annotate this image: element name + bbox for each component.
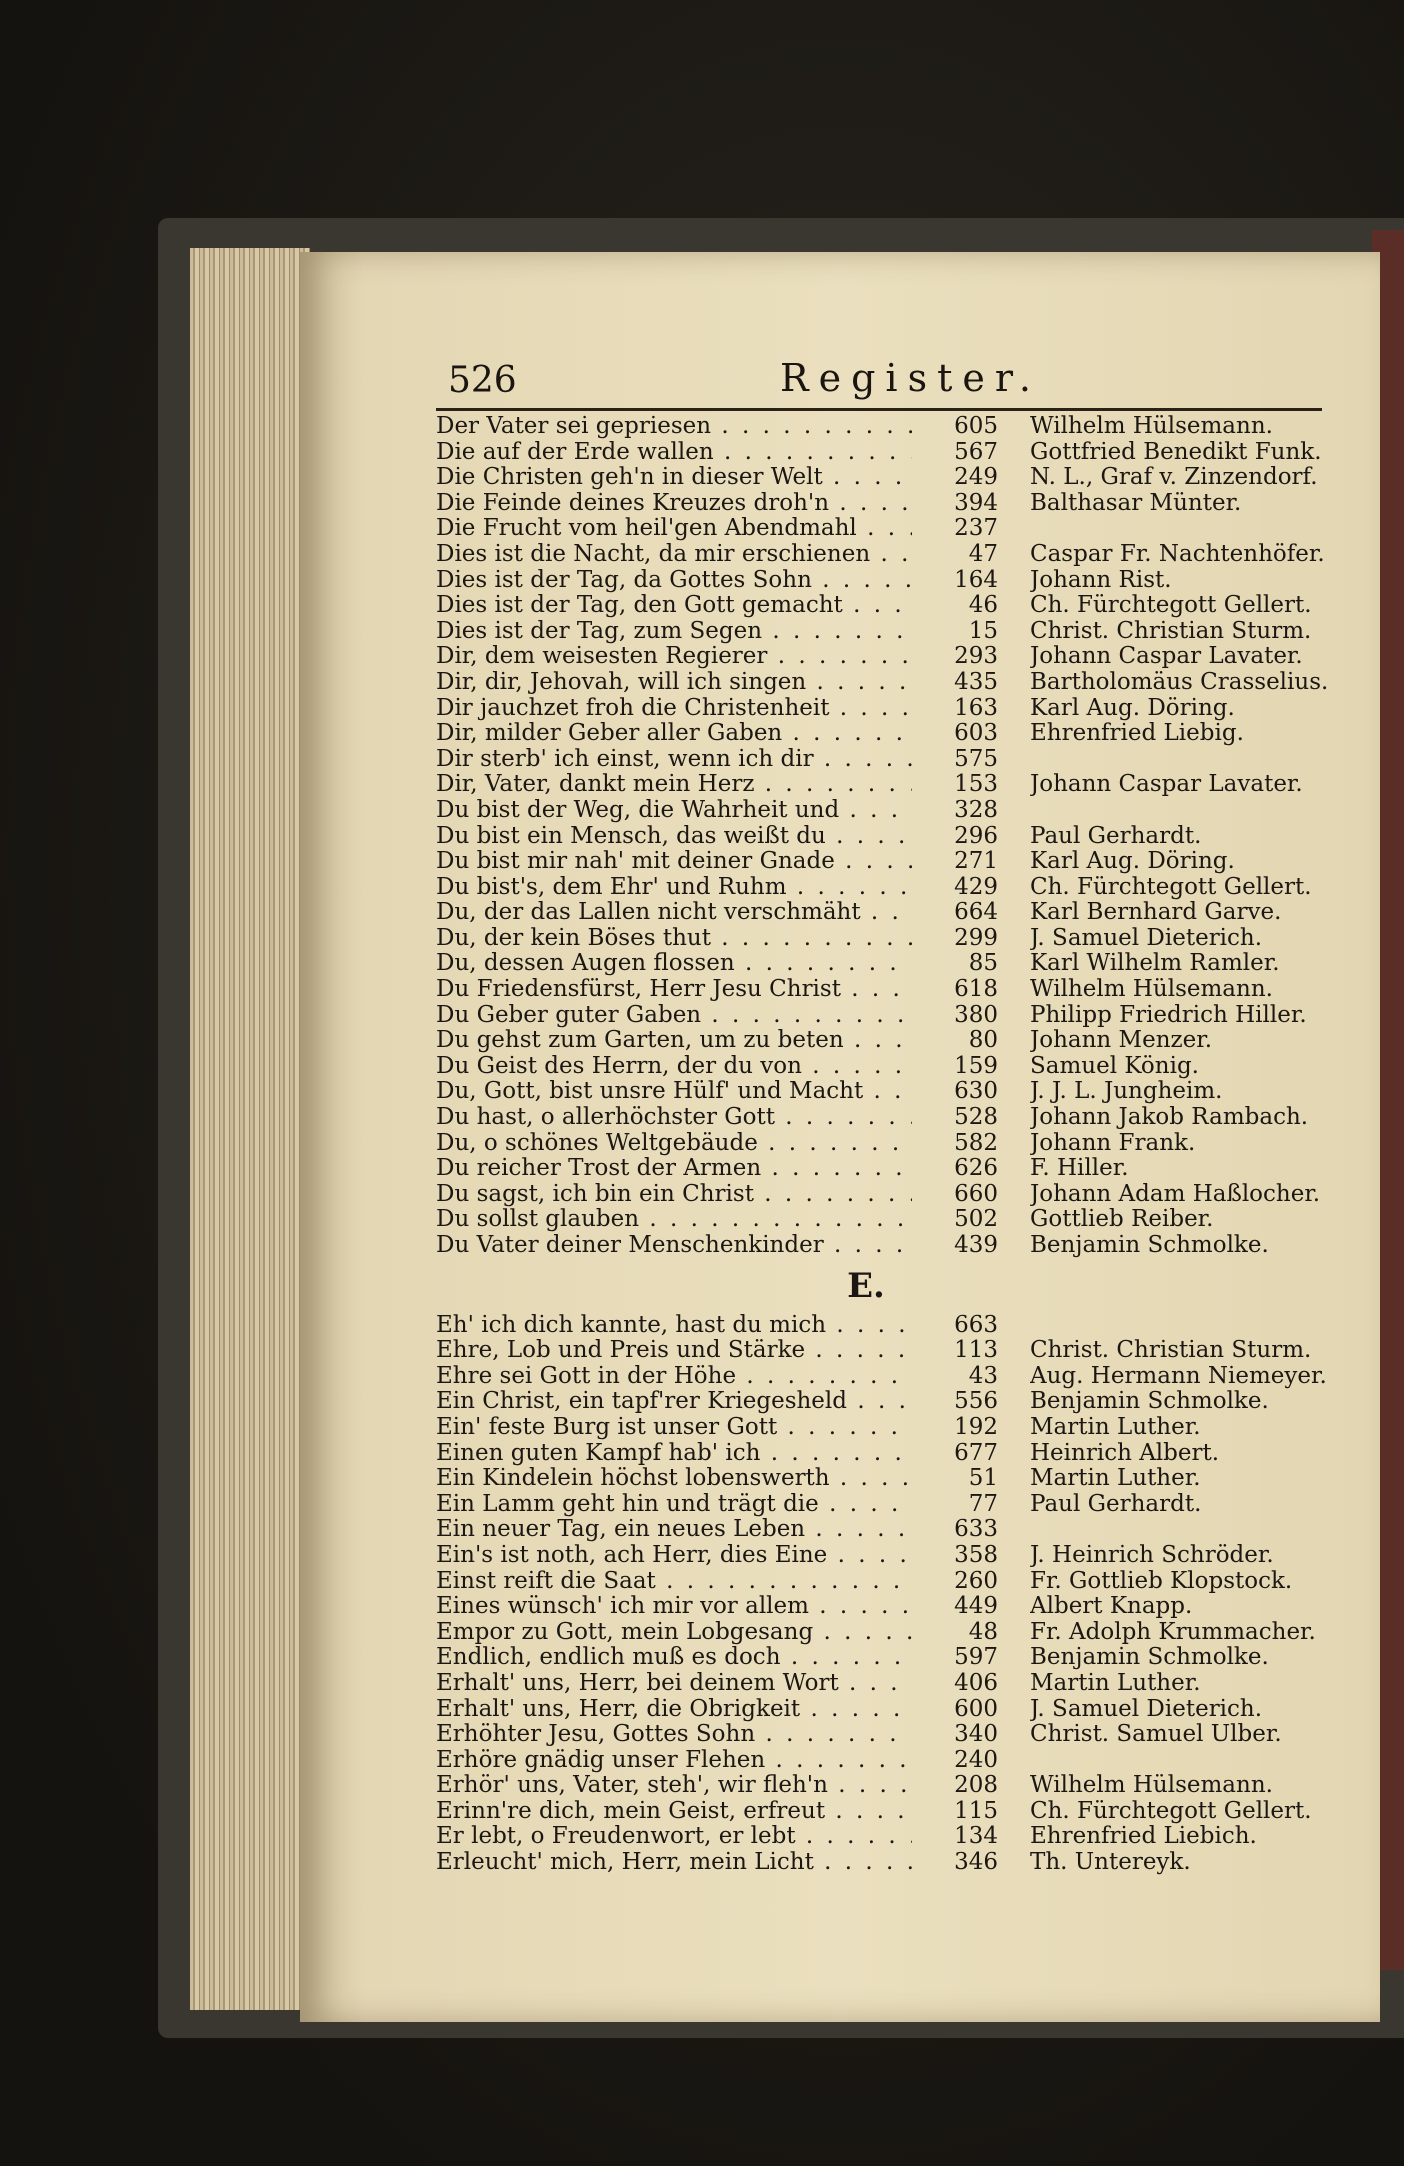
register-entry (436, 1131, 1336, 1157)
hymn-author: Fr. Adolph Krummacher. (1030, 1619, 1316, 1645)
register-entry (436, 772, 1336, 798)
register-entry (436, 1492, 1336, 1518)
page-reference: 328 (954, 796, 998, 823)
page-reference: 47 (968, 540, 998, 567)
page-reference: 46 (968, 592, 998, 619)
hymn-title: Endlich, endlich muß es doch . . . (436, 1645, 912, 1671)
page-reference: 113 (954, 1337, 998, 1364)
register-entry (436, 1850, 1336, 1876)
register-entry (436, 1517, 1336, 1543)
page-reference: 600 (954, 1695, 998, 1722)
hymn-title: Du, dessen Augen flossen . . . (436, 951, 912, 977)
page-reference: 296 (954, 822, 998, 849)
page-reference: 603 (954, 720, 998, 747)
register-entry (436, 798, 1336, 824)
hymn-author: Johann Caspar Lavater. (1030, 772, 1303, 798)
register-entry (436, 491, 1336, 517)
register-entry (436, 619, 1336, 645)
page-reference: 449 (954, 1593, 998, 1620)
page-reference: 429 (954, 873, 998, 900)
page-reference: 502 (954, 1206, 998, 1233)
page-reference: 605 (954, 413, 998, 439)
register-entry (436, 440, 1336, 466)
hymn-author: Christ. Christian Sturm. (1030, 1338, 1312, 1364)
hymn-title: Du bist mir nah' mit deiner Gnade . . . (436, 849, 912, 875)
hymn-title: Die Feinde deines Kreuzes droh'n . . . (436, 491, 912, 517)
page-reference: 618 (954, 976, 998, 1003)
page-reference: 77 (968, 1490, 998, 1517)
hymn-title: Erinn're dich, mein Geist, erfreut . . . (436, 1799, 912, 1825)
hymn-title: Ein Lamm geht hin und trägt die . . . (436, 1492, 912, 1518)
page-reference: 630 (954, 1078, 998, 1105)
register-entry (436, 1028, 1336, 1054)
hymn-author: Martin Luther. (1030, 1670, 1201, 1696)
hymn-author: Ehrenfried Liebich. (1030, 1824, 1257, 1850)
page-reference: 85 (968, 950, 998, 977)
hymn-author: Samuel König. (1030, 1053, 1199, 1079)
page-reference: 249 (954, 464, 998, 491)
page-reference: 164 (954, 566, 998, 593)
page-reference: 15 (968, 617, 998, 644)
hymn-title: Dir, dir, Jehovah, will ich singen . . . (436, 670, 912, 696)
hymn-author: Christ. Samuel Ulber. (1030, 1722, 1282, 1748)
page-reference: 260 (954, 1567, 998, 1594)
hymn-title: Die Frucht vom heil'gen Abendmahl . . . (436, 516, 912, 542)
page-reference: 340 (954, 1721, 998, 1748)
page-reference: 435 (954, 668, 998, 695)
hymn-title: Du Friedensfürst, Herr Jesu Christ . . . (436, 977, 912, 1003)
register-entry (436, 977, 1336, 1003)
page-reference: 240 (954, 1746, 998, 1773)
hymn-author: Wilhelm Hülsemann. (1030, 1773, 1273, 1799)
hymn-title: Er lebt, o Freudenwort, er lebt . . . (436, 1824, 912, 1850)
register-section (436, 1259, 1336, 1876)
register-entry (436, 670, 1336, 696)
hymn-title: Du sagst, ich bin ein Christ . . . (436, 1182, 912, 1208)
hymn-title: Erleucht' mich, Herr, mein Licht . . . (436, 1850, 912, 1876)
hymn-author: Karl Aug. Döring. (1030, 849, 1235, 875)
hymn-title: Ehre, Lob und Preis und Stärke . . . (436, 1338, 912, 1364)
hymn-author: F. Hiller. (1030, 1156, 1129, 1182)
register-entry (436, 1182, 1336, 1208)
hymn-title: Der Vater sei gepriesen . . . (436, 414, 912, 440)
hymn-author: Ch. Fürchtegott Gellert. (1030, 593, 1312, 619)
page-reference: 575 (954, 745, 998, 772)
hymn-author: Johann Jakob Rambach. (1030, 1105, 1309, 1131)
hymn-title: Ehre sei Gott in der Höhe . . . (436, 1364, 912, 1390)
hymn-author: Johann Rist. (1030, 567, 1172, 593)
page-reference: 153 (954, 771, 998, 798)
running-head: Register. (780, 356, 1041, 400)
register-entry (436, 1389, 1336, 1415)
hymn-title: Dies ist der Tag, da Gottes Sohn . . . (436, 568, 912, 594)
register-entry (436, 1441, 1336, 1467)
header-rule (436, 408, 1322, 411)
hymn-title: Erhalt' uns, Herr, die Obrigkeit . . . (436, 1697, 912, 1723)
hymn-author: Bartholomäus Crasselius. (1030, 669, 1329, 695)
register-entry (436, 1003, 1336, 1029)
register-entry (436, 1364, 1336, 1390)
hymn-title: Eines wünsch' ich mir vor allem . . . (436, 1594, 912, 1620)
register-entry (436, 1748, 1336, 1774)
page-reference: 134 (954, 1823, 998, 1850)
hymn-author: Gottlieb Reiber. (1030, 1207, 1214, 1233)
hymn-author: Martin Luther. (1030, 1466, 1201, 1492)
hymn-title: Ein's ist noth, ach Herr, dies Eine . . . (436, 1543, 912, 1569)
section-letter-heading (436, 1259, 1336, 1313)
hymn-author: Martin Luther. (1030, 1414, 1201, 1440)
page-reference: 293 (954, 643, 998, 670)
hymn-author: Ch. Fürchtegott Gellert. (1030, 874, 1312, 900)
hymn-title: Dir, Vater, dankt mein Herz . . . (436, 772, 912, 798)
hymn-author: Paul Gerhardt. (1030, 1491, 1202, 1517)
hymn-title: Eh' ich dich kannte, hast du mich . . . (436, 1313, 912, 1339)
hymn-author: J. Samuel Dieterich. (1030, 1696, 1263, 1722)
page-reference: 192 (954, 1413, 998, 1440)
hymn-author: Johann Caspar Lavater. (1030, 644, 1303, 670)
hymn-title: Erhalt' uns, Herr, bei deinem Wort . . . (436, 1671, 912, 1697)
page-reference: 159 (954, 1052, 998, 1079)
register-entry (436, 721, 1336, 747)
page-reference: 380 (954, 1001, 998, 1028)
hymn-title: Du hast, o allerhöchster Gott . . . (436, 1105, 912, 1131)
hymn-author: Gottfried Benedikt Funk. (1030, 439, 1322, 465)
hymn-author: Heinrich Albert. (1030, 1440, 1220, 1466)
page-reference: 677 (954, 1439, 998, 1466)
page-reference: 43 (968, 1362, 998, 1389)
hymn-title: Dies ist der Tag, zum Segen . . . (436, 619, 912, 645)
page-reference: 271 (954, 848, 998, 875)
register-entry (436, 747, 1336, 773)
hymn-author: Albert Knapp. (1030, 1594, 1193, 1620)
hymn-title: Einst reift die Saat . . . (436, 1569, 912, 1595)
page-reference: 633 (954, 1516, 998, 1543)
page-reference: 115 (954, 1797, 998, 1824)
hymn-title: Du bist's, dem Ehr' und Ruhm . . . (436, 875, 912, 901)
hymn-title: Einen guten Kampf hab' ich . . . (436, 1441, 912, 1467)
page-reference: 208 (954, 1772, 998, 1799)
hymn-author: Johann Menzer. (1030, 1028, 1213, 1054)
hymn-author: Karl Aug. Döring. (1030, 695, 1235, 721)
hymn-title: Du Geber guter Gaben . . . (436, 1003, 912, 1029)
hymn-author: Christ. Christian Sturm. (1030, 618, 1312, 644)
page-reference: 664 (954, 899, 998, 926)
hymn-author: J. J. L. Jungheim. (1030, 1079, 1223, 1105)
hymn-author: Balthasar Münter. (1030, 490, 1242, 516)
page-reference: 660 (954, 1180, 998, 1207)
hymn-title: Dir, milder Geber aller Gaben . . . (436, 721, 912, 747)
hymn-author: Ehrenfried Liebig. (1030, 721, 1244, 747)
hymn-title: Du, Gott, bist unsre Hülf' und Macht . . . (436, 1079, 912, 1105)
page-reference: 406 (954, 1669, 998, 1696)
register-entry (436, 1620, 1336, 1646)
hymn-author: Benjamin Schmolke. (1030, 1389, 1269, 1415)
hymn-title: Du, der das Lallen nicht verschmäht . . . (436, 900, 912, 926)
register-entry (436, 1313, 1336, 1339)
register-entry (436, 1594, 1336, 1620)
hymn-author: Karl Wilhelm Ramler. (1030, 951, 1280, 977)
register-entry (436, 1338, 1336, 1364)
hymn-title: Du, o schönes Weltgebäude . . . (436, 1131, 912, 1157)
hymn-title: Erhöhter Jesu, Gottes Sohn . . . (436, 1722, 912, 1748)
page-reference: 597 (954, 1644, 998, 1671)
hymn-author: Karl Bernhard Garve. (1030, 900, 1282, 926)
hymn-title: Erhöre gnädig unser Flehen . . . (436, 1748, 912, 1774)
hymn-title: Empor zu Gott, mein Lobgesang . . . (436, 1620, 912, 1646)
register-entry (436, 824, 1336, 850)
register-section (436, 414, 1336, 1259)
hymn-title: Du sollst glauben . . . (436, 1207, 912, 1233)
hymn-author: Wilhelm Hülsemann. (1030, 414, 1273, 439)
page-reference: 51 (968, 1465, 998, 1492)
register-entry (436, 1697, 1336, 1723)
hymn-author: Caspar Fr. Nachtenhöfer. (1030, 541, 1325, 567)
hymn-author: Ch. Fürchtegott Gellert. (1030, 1798, 1312, 1824)
page-reference: 394 (954, 489, 998, 516)
register-entry (436, 1156, 1336, 1182)
register-entry (436, 414, 1336, 440)
hymn-title: Dir, dem weisesten Regierer . . . (436, 644, 912, 670)
register-entry (436, 1054, 1336, 1080)
register-entry (436, 1722, 1336, 1748)
register-entry (436, 1415, 1336, 1441)
register-entry (436, 1207, 1336, 1233)
register-entry (436, 926, 1336, 952)
register-entry (436, 1824, 1336, 1850)
register-entry (436, 1773, 1336, 1799)
register-entry (436, 593, 1336, 619)
page-reference: 48 (968, 1618, 998, 1645)
hymn-title: Du bist der Weg, die Wahrheit und . . . (436, 798, 912, 824)
hymn-author: Johann Frank. (1030, 1130, 1196, 1156)
register-entry (436, 1079, 1336, 1105)
register-entry (436, 644, 1336, 670)
hymn-author: Fr. Gottlieb Klopstock. (1030, 1568, 1293, 1594)
register-entry (436, 516, 1336, 542)
hymn-title: Ein Christ, ein tapf'rer Kriegesheld . . . (436, 1389, 912, 1415)
register-entry (436, 1233, 1336, 1259)
page-reference: 299 (954, 924, 998, 951)
hymn-title: Ein neuer Tag, ein neues Leben . . . (436, 1517, 912, 1543)
hymn-author: N. L., Graf v. Zinzendorf. (1030, 465, 1318, 491)
page-reference: 439 (954, 1232, 998, 1258)
hymn-author: Johann Adam Haßlocher. (1030, 1181, 1321, 1207)
register-entry (436, 1671, 1336, 1697)
hymn-author: Benjamin Schmolke. (1030, 1233, 1269, 1258)
hymn-title: Ein' feste Burg ist unser Gott . . . (436, 1415, 912, 1441)
hymn-author: J. Heinrich Schröder. (1030, 1542, 1274, 1568)
hymn-title: Du gehst zum Garten, um zu beten . . . (436, 1028, 912, 1054)
hymn-title: Ein Kindelein höchst lobenswerth . . . (436, 1466, 912, 1492)
hymn-title: Du reicher Trost der Armen . . . (436, 1156, 912, 1182)
hymn-title: Du Vater deiner Menschenkinder . . . (436, 1233, 912, 1259)
hymn-title: Du, der kein Böses thut . . . (436, 926, 912, 952)
page-reference: 663 (954, 1311, 998, 1338)
section-letter: E. (847, 1265, 885, 1306)
register-entry (436, 849, 1336, 875)
register-entry (436, 542, 1336, 568)
register-entry (436, 1105, 1336, 1131)
register-index (436, 414, 1336, 1876)
hymn-title: Dies ist der Tag, den Gott gemacht . . . (436, 593, 912, 619)
page-reference: 556 (954, 1388, 998, 1415)
hymn-title: Dir jauchzet froh die Christenheit . . . (436, 696, 912, 722)
register-entry (436, 951, 1336, 977)
register-entry (436, 1466, 1336, 1492)
hymn-author: Aug. Hermann Niemeyer. (1030, 1363, 1327, 1389)
hymn-title: Die Christen geh'n in dieser Welt . . . (436, 465, 912, 491)
register-entry (436, 875, 1336, 901)
register-entry (436, 465, 1336, 491)
page-reference: 358 (954, 1541, 998, 1568)
hymn-author: Paul Gerhardt. (1030, 823, 1202, 849)
hymn-author: Th. Untereyk. (1030, 1850, 1191, 1876)
page-reference: 346 (954, 1849, 998, 1876)
page-reference: 567 (954, 438, 998, 465)
page-reference: 528 (954, 1104, 998, 1131)
hymn-title: Du Geist des Herrn, der du von . . . (436, 1054, 912, 1080)
page-reference: 163 (954, 694, 998, 721)
hymn-author: Benjamin Schmolke. (1030, 1645, 1269, 1671)
register-entry (436, 1799, 1336, 1825)
hymn-title: Du bist ein Mensch, das weißt du . . . (436, 824, 912, 850)
register-entry (436, 900, 1336, 926)
hymn-author: J. Samuel Dieterich. (1030, 925, 1263, 951)
hymn-author: Wilhelm Hülsemann. (1030, 977, 1273, 1003)
register-entry (436, 1569, 1336, 1595)
hymn-author: Philipp Friedrich Hiller. (1030, 1002, 1307, 1028)
register-entry (436, 1645, 1336, 1671)
page-reference: 626 (954, 1155, 998, 1182)
page-edges (190, 248, 310, 2010)
hymn-title: Dir sterb' ich einst, wenn ich dir . . . (436, 747, 912, 773)
page-reference: 80 (968, 1027, 998, 1054)
register-entry (436, 1543, 1336, 1569)
page-number: 526 (448, 360, 517, 401)
hymn-title: Die auf der Erde wallen . . . (436, 440, 912, 466)
page-reference: 582 (954, 1129, 998, 1156)
hymn-title: Erhör' uns, Vater, steh', wir fleh'n . . . (436, 1773, 912, 1799)
hymn-title: Dies ist die Nacht, da mir erschienen . . . (436, 542, 912, 568)
page-reference: 237 (954, 515, 998, 542)
register-entry (436, 568, 1336, 594)
register-entry (436, 696, 1336, 722)
